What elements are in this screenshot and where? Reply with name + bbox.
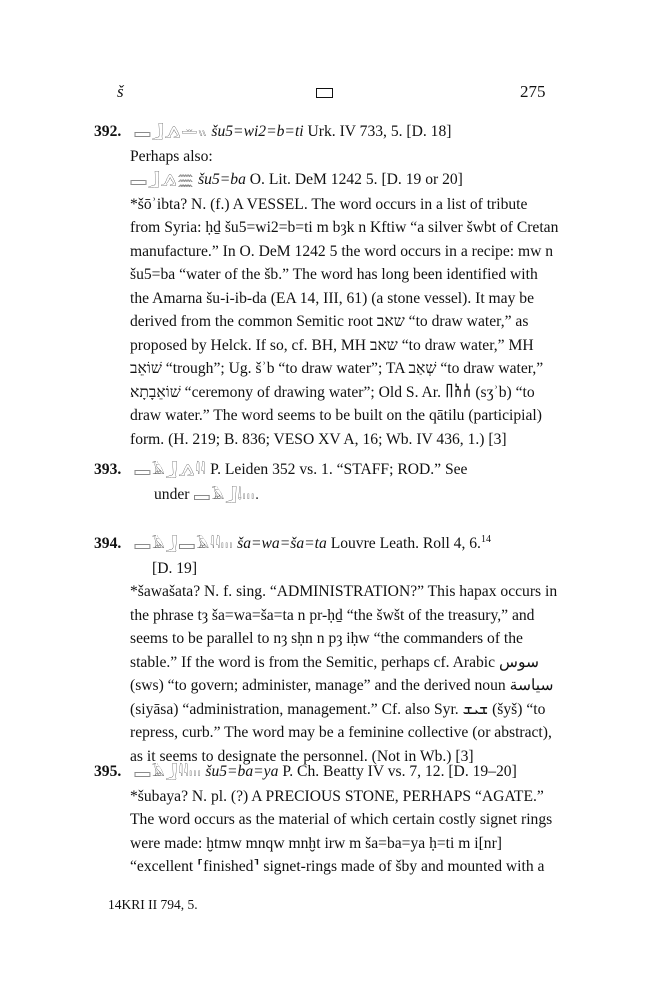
see-prefix: under <box>154 485 190 503</box>
header-rectangle-icon <box>316 88 333 98</box>
header-section-letter: š <box>117 82 124 101</box>
footnote-ref: 14 <box>480 534 491 545</box>
body-line: the Amarna šu-i-ib-da (EA 14, III, 61) (a stone vessel). It may be <box>130 289 535 307</box>
body-line: seems to be parallel to nȝ sḥn n pȝ iḥw “the commanders of the <box>130 630 523 648</box>
entry-body <box>94 193 560 452</box>
source-reference: O. Lit. DeM 1242 5. [D. 19 or 20] <box>249 171 463 188</box>
body-line: *šōʾibta? N. (f.) A VESSEL. The word occurs in a list of tribute <box>130 195 528 213</box>
entry-head <box>94 760 560 785</box>
body-line: *šawašata? N. f. sing. “ADMINISTRATION?” This hapax occurs in <box>130 583 558 601</box>
body-line: (sws) “to govern; administer, manage” and the derived noun سياسة <box>130 677 554 695</box>
footnote: 14KRI II 794, 5. <box>108 897 198 912</box>
body-line: proposed by Helck. If so, cf. BH, MH שאב “to draw water,” MH <box>130 336 534 354</box>
body-line: from Syria: ḥḏ šu5=wi2=b=ti m bȝk n Kftiw “a silver šwbt of Cretan <box>130 219 559 236</box>
entry-395 <box>94 760 560 879</box>
body-line: (siyāsa) “administration, management.” Cf. also Syr. ܫܝܫ (šyš) “to <box>130 700 546 718</box>
entry-head <box>94 458 560 483</box>
entry-head <box>94 120 560 145</box>
transliteration: šu5=wi2=b=ti <box>211 123 304 140</box>
body-line: “excellent ⸢finished⸣ signet-rings made of šby and mounted with a <box>130 858 545 875</box>
entry-number: 392. <box>94 123 122 140</box>
entry-date: [D. 19] <box>152 559 198 577</box>
body-line: form. (H. 219; B. 836; VESO XV A, 16; Wb. IV 436, 1.) [3] <box>130 430 507 448</box>
alternate-form <box>94 168 560 193</box>
hieroglyph-group: 𓈙𓄿𓃀𓂻𓇋𓇋 <box>133 463 207 478</box>
entry-394 <box>94 528 560 768</box>
entry-393 <box>94 458 560 507</box>
body-line: *šubaya? N. pl. (?) A PRECIOUS STONE, PERHAPS “AGATE.” <box>130 787 544 805</box>
entry-number: 395. <box>94 763 122 780</box>
body-line: šu5=ba “water of the šb.” The word has long been identified with <box>130 266 538 283</box>
body-line: שׁוֹאֵבָתָא “ceremony of drawing water”; Old S. Ar. 𐩪𐩱𐩨 (sʒʾb) “to <box>130 383 535 401</box>
hieroglyph-group: 𓈙𓃀𓂻𓈗 <box>130 173 195 188</box>
transliteration: ša=wa=ša=ta <box>237 535 327 553</box>
body-line: the phrase tȝ ša=wa=ša=ta n pr-ḥḏ “the šwšt of the treasury,” and <box>130 606 535 624</box>
hieroglyph-group: 𓈙𓄿𓃀𓇋𓇋𓏥 <box>133 765 202 780</box>
entry-number: 394. <box>94 535 122 553</box>
entry-head <box>94 528 560 557</box>
body-line: draw water.” The word seems to be built on the qātilu (participial) <box>130 407 542 424</box>
body-line: manufacture.” In O. DeM 1242 5 the word occurs in a recipe: mw n <box>130 242 554 260</box>
source-reference: P. Ch. Beatty IV vs. 7, 12. [D. 19–20] <box>282 763 517 780</box>
hieroglyph-group: 𓈙𓄿𓃀𓈙𓄿𓇋𓇋𓏥 <box>133 537 234 553</box>
entry-number: 393. <box>94 461 122 478</box>
body-line: The word occurs as the material of which certain costly signet rings <box>130 811 553 828</box>
hieroglyph-group: 𓈙𓄿𓃀𓌃𓏥. <box>193 487 261 503</box>
source-reference: P. Leiden 352 vs. 1. “STAFF; ROD.” See <box>210 461 468 478</box>
body-line: were made: ḫtmw mnqw mnḫt irw m ša=ba=ya ḥ=ti m i[nr] <box>130 834 502 852</box>
page-number: 275 <box>520 82 546 101</box>
body-line: stable.” If the word is from the Semitic, perhaps cf. Arabic سوس <box>130 653 540 671</box>
hieroglyph-group: 𓈙𓃀𓂻𓏛𓏭 <box>133 125 208 140</box>
entry-392 <box>94 120 560 451</box>
body-line: derived from the common Semitic root שאב “to draw water,” as <box>130 313 529 330</box>
transliteration: šu5=ba <box>198 171 246 188</box>
body-line: repress, curb.” The word may be a feminine collective (or abstract), <box>130 724 552 742</box>
cross-reference <box>94 483 560 508</box>
body-line: as it seems to designate the personnel. (Not in Wb.) [3] <box>130 747 474 765</box>
entry-body <box>94 785 560 879</box>
body-line: שׁוֹאֵב “trough”; Ug. šʾb “to draw water”; TA שְׁאַב “to draw water,” <box>130 360 544 377</box>
entry-note: Perhaps also: <box>130 147 213 165</box>
entry-body <box>94 580 560 768</box>
source-reference: Urk. IV 733, 5. [D. 18] <box>307 123 452 140</box>
source-reference: Louvre Leath. Roll 4, 6. <box>330 535 481 553</box>
transliteration: šu5=ba=ya <box>205 763 279 780</box>
